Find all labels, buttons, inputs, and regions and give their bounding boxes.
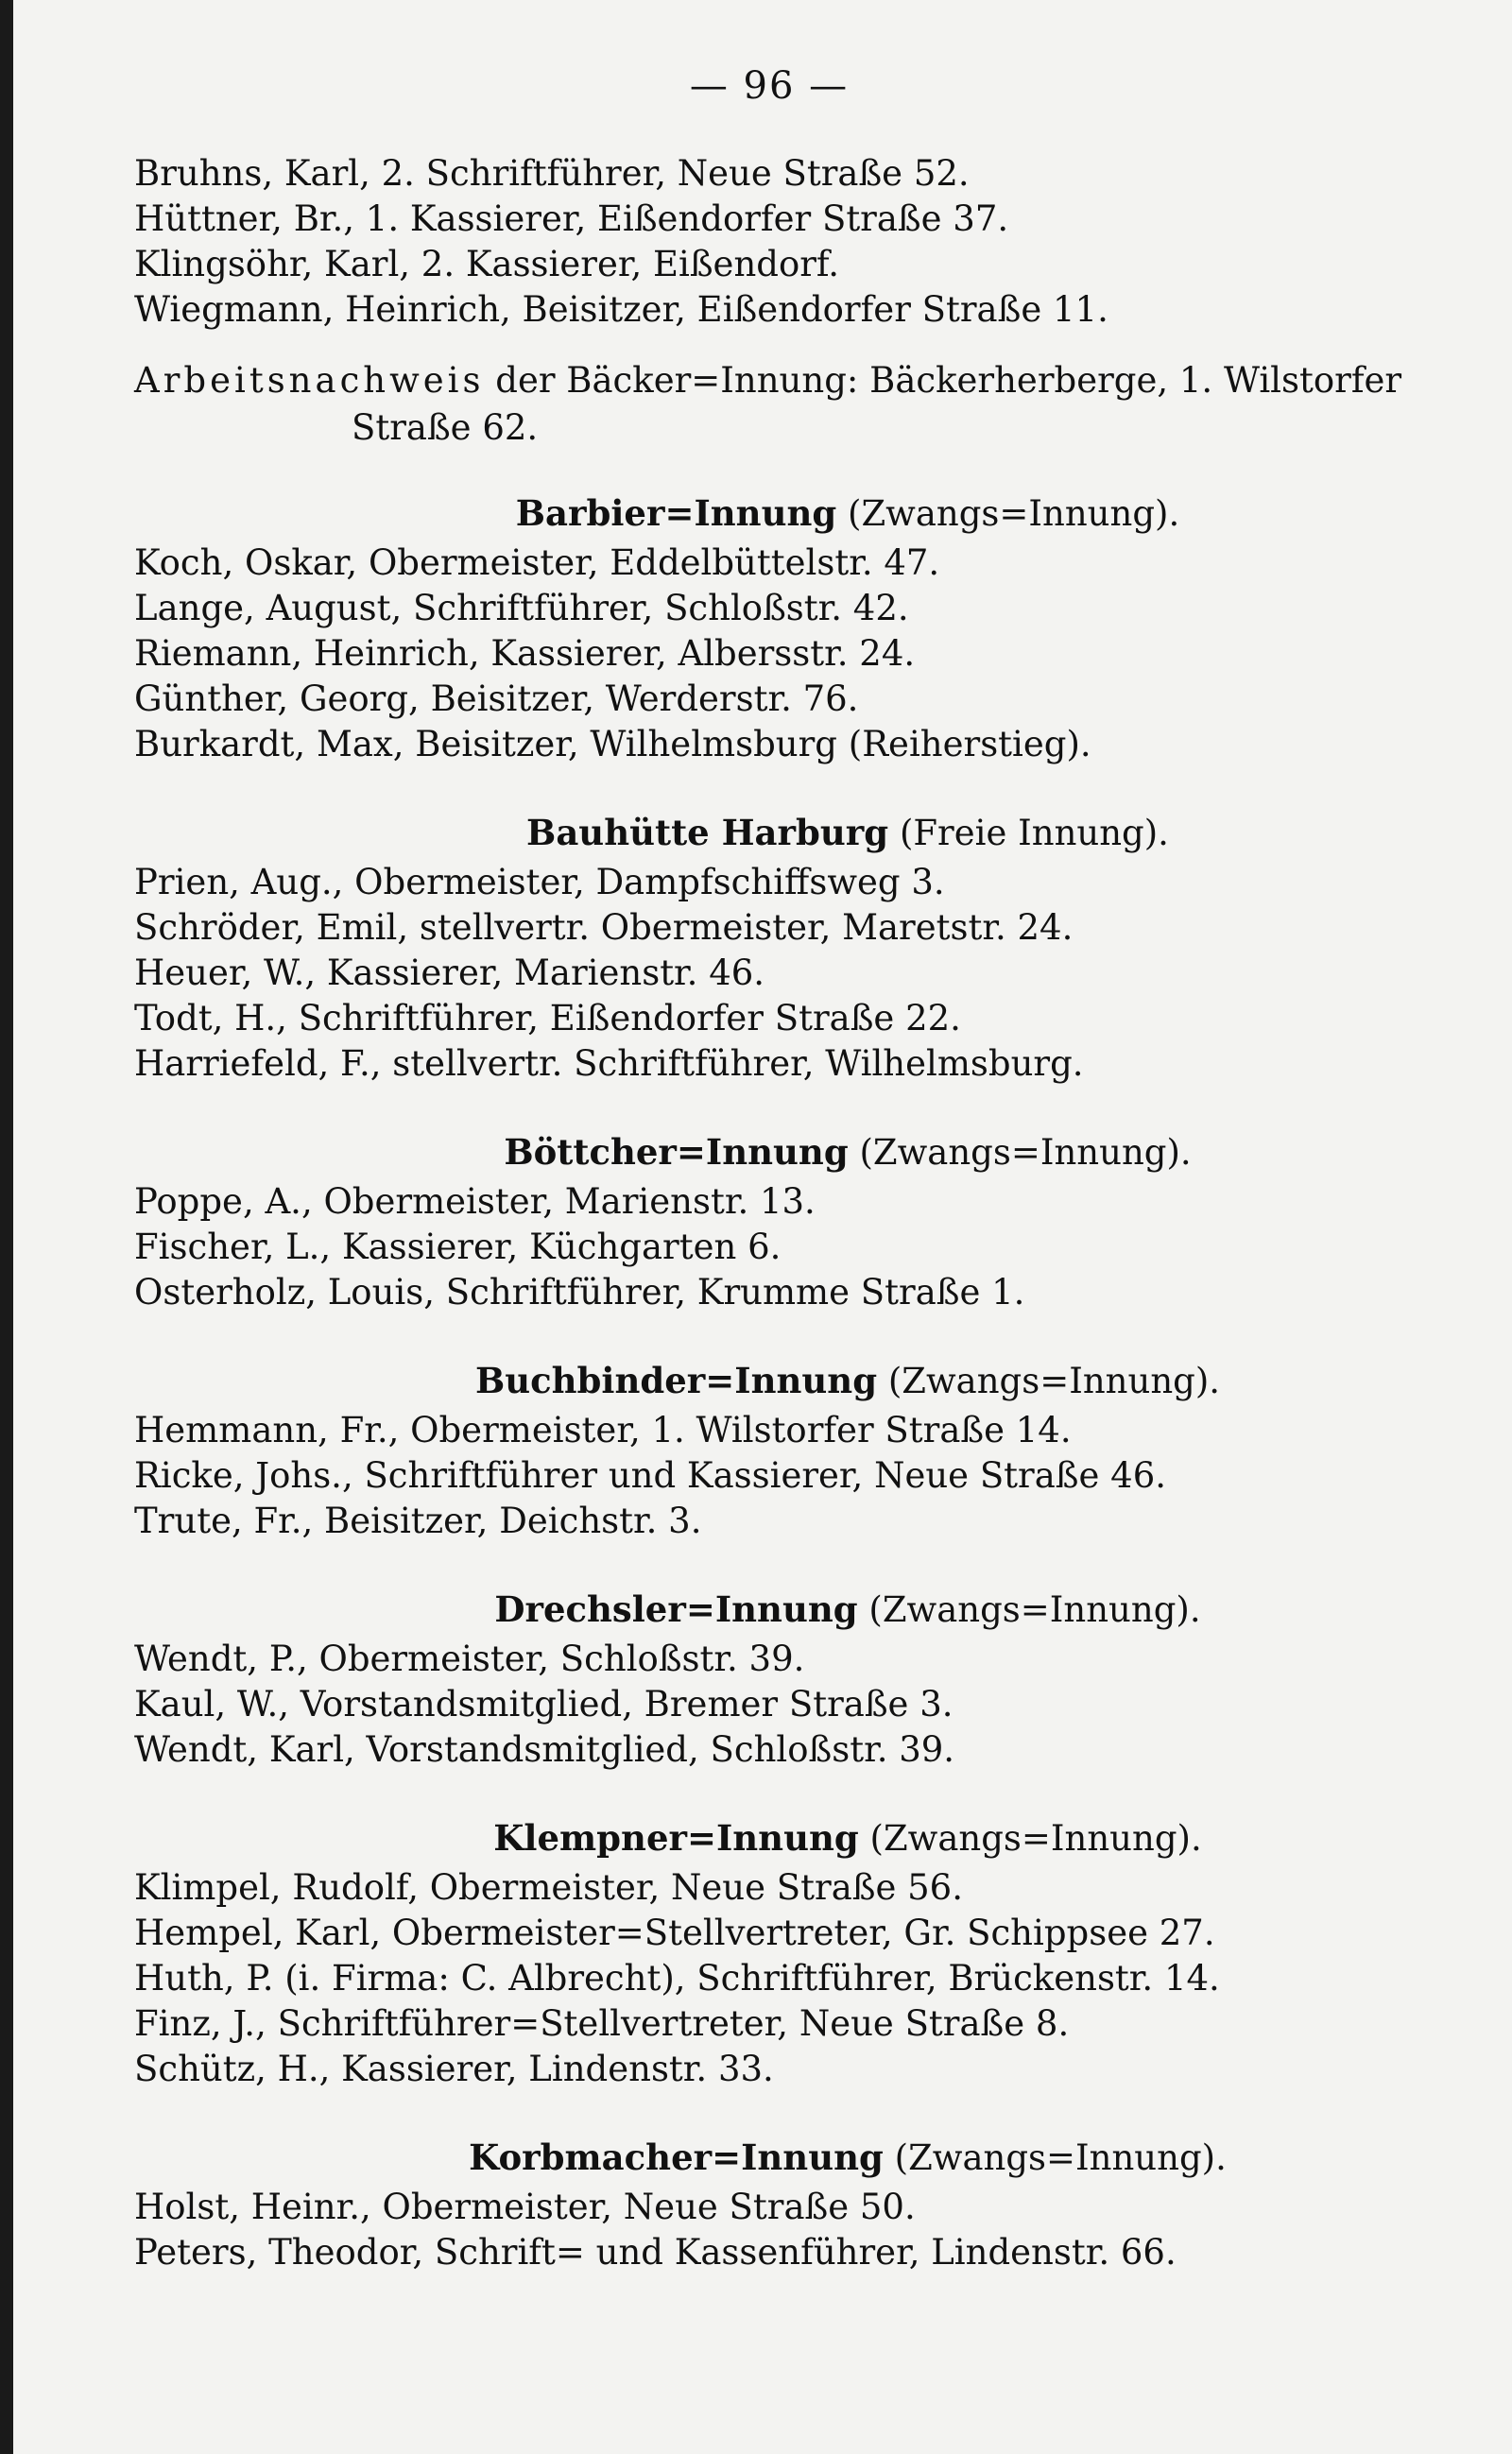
guild-type: (Freie Innung).	[899, 813, 1169, 853]
entry-line: Todt, H., Schriftführer, Eißendorfer Straße 22.	[134, 998, 961, 1038]
section-heading	[134, 489, 1448, 537]
guild-section	[134, 1357, 1448, 1544]
entry-line: Koch, Oskar, Obermeister, Eddelbüttelstr. 47.	[134, 542, 940, 583]
entry-line: Lange, August, Schriftführer, Schloßstr. 42.	[134, 588, 909, 628]
labor-exchange-note	[134, 357, 1448, 452]
entry-line: Ricke, Johs., Schriftführer und Kassierer, Neue Straße 46.	[134, 1455, 1167, 1496]
top-entry-list	[134, 151, 1448, 333]
guild-type: (Zwangs=Innung).	[848, 493, 1180, 534]
entry-line: Riemann, Heinrich, Kassierer, Albersstr. 24.	[134, 633, 916, 674]
entry-line: Prien, Aug., Obermeister, Dampfschiffsweg 3.	[134, 862, 945, 902]
entry-line: Hemmann, Fr., Obermeister, 1. Wilstorfer Straße 14.	[134, 1410, 1072, 1450]
guild-name: Bauhütte Harburg	[526, 812, 889, 853]
guild-type: (Zwangs=Innung).	[868, 1589, 1201, 1630]
guild-section	[134, 489, 1448, 767]
page-content	[134, 151, 1448, 2275]
guild-section	[134, 1586, 1448, 1773]
section-heading	[134, 2134, 1448, 2181]
guild-name: Klempner=Innung	[493, 1817, 859, 1859]
entry-line: Wendt, P., Obermeister, Schloßstr. 39.	[134, 1639, 805, 1679]
note-line-2: Straße 62.	[352, 407, 539, 448]
guild-section	[134, 1128, 1448, 1315]
entry-line: Finz, J., Schriftführer=Stellvertreter, Neue Straße 8.	[134, 2003, 1070, 2044]
guild-section	[134, 809, 1448, 1087]
entry-line: Wiegmann, Heinrich, Beisitzer, Eißendorfer Straße 11.	[134, 289, 1108, 330]
entry-line: Klingsöhr, Karl, 2. Kassierer, Eißendorf.	[134, 244, 840, 284]
entry-line: Peters, Theodor, Schrift= und Kassenführer, Lindenstr. 66.	[134, 2232, 1177, 2273]
entry-line: Osterholz, Louis, Schriftführer, Krumme Straße 1.	[134, 1272, 1025, 1313]
entry-line: Poppe, A., Obermeister, Marienstr. 13.	[134, 1181, 816, 1222]
guild-type: (Zwangs=Innung).	[887, 1361, 1221, 1401]
guild-name: Barbier=Innung	[515, 492, 837, 534]
entry-line: Harriefeld, F., stellvertr. Schriftführer, Wilhelmsburg.	[134, 1043, 1084, 1084]
entry-line: Klimpel, Rudolf, Obermeister, Neue Straße 56.	[134, 1867, 963, 1908]
section-heading	[134, 1357, 1448, 1404]
page-number: — 96 —	[689, 64, 850, 108]
guild-type: (Zwangs=Innung).	[859, 1132, 1192, 1173]
guild-name: Korbmacher=Innung	[469, 2137, 884, 2178]
guild-type: (Zwangs=Innung).	[869, 1818, 1202, 1859]
entry-line: Huth, P. (i. Firma: C. Albrecht), Schriftführer, Brückenstr. 14.	[134, 1958, 1220, 1999]
entry-line: Kaul, W., Vorstandsmitglied, Bremer Straße 3.	[134, 1684, 954, 1725]
entry-line: Burkardt, Max, Beisitzer, Wilhelmsburg (Reiherstieg).	[134, 724, 1091, 764]
note-text: der Bäcker=Innung: Bäckerherberge, 1. Wilstorfer	[484, 360, 1402, 401]
entry-line: Trute, Fr., Beisitzer, Deichstr. 3.	[134, 1501, 702, 1541]
section-heading	[134, 1128, 1448, 1176]
section-heading	[134, 1814, 1448, 1862]
entry-line: Hüttner, Br., 1. Kassierer, Eißendorfer Straße 37.	[134, 198, 1009, 239]
entry-line: Holst, Heinr., Obermeister, Neue Straße 50.	[134, 2187, 916, 2227]
entry-line: Heuer, W., Kassierer, Marienstr. 46.	[134, 952, 765, 993]
entry-line: Wendt, Karl, Vorstandsmitglied, Schloßstr. 39.	[134, 1729, 955, 1770]
entry-line: Schütz, H., Kassierer, Lindenstr. 33.	[134, 2049, 774, 2089]
guild-section	[134, 2134, 1448, 2275]
guild-name: Böttcher=Innung	[504, 1131, 849, 1173]
entry-line: Fischer, L., Kassierer, Küchgarten 6.	[134, 1227, 782, 1267]
entry-line: Bruhns, Karl, 2. Schriftführer, Neue Straße 52.	[134, 153, 970, 194]
guild-name: Drechsler=Innung	[494, 1588, 858, 1630]
section-heading	[134, 809, 1448, 856]
section-heading	[134, 1586, 1448, 1633]
guild-section	[134, 1814, 1448, 2092]
guild-name: Buchbinder=Innung	[474, 1360, 878, 1401]
note-line-1	[134, 357, 1448, 404]
entry-line: Hempel, Karl, Obermeister=Stellvertreter, Gr. Schippsee 27.	[134, 1913, 1215, 1953]
entry-line: Günther, Georg, Beisitzer, Werderstr. 76.	[134, 678, 859, 719]
guild-type: (Zwangs=Innung).	[894, 2137, 1227, 2178]
entry-line: Schröder, Emil, stellvertr. Obermeister, Maretstr. 24.	[134, 907, 1074, 948]
note-head: Arbeitsnachweis	[134, 360, 485, 401]
